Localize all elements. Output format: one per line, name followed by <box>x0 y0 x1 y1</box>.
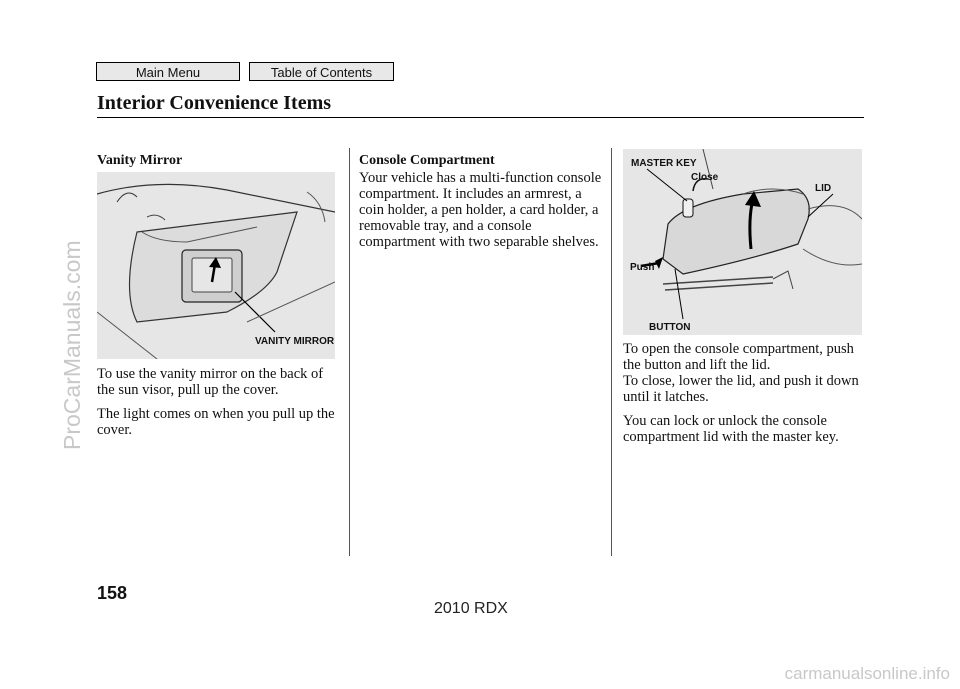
console-intro <box>359 170 603 258</box>
vanity-mirror-illustration <box>97 172 335 359</box>
master-key-label: MASTER KEY <box>631 158 697 169</box>
page-title: Interior Convenience Items <box>97 92 332 114</box>
console-heading: Console Compartment <box>359 153 495 168</box>
console-para-2: To close, lower the lid, and push it down until it latches. <box>623 373 859 405</box>
push-label: Push <box>630 262 655 273</box>
console-intro-para: Your vehicle has a multi-function console compartment. It includes an armrest, a coin holder, a pen holder, a card holder, a removable tray, and a console compartment with two separable shelves. <box>359 170 602 250</box>
model-name: 2010 RDX <box>434 600 508 617</box>
vanity-para-2: The light comes on when you pull up the cover. <box>97 406 335 438</box>
vanity-mirror-text <box>97 366 341 446</box>
close-label: Close <box>691 172 719 183</box>
console-illustration <box>623 149 862 335</box>
vanity-mirror-label: VANITY MIRROR <box>255 336 335 347</box>
column-divider-left <box>349 148 350 556</box>
column-divider-right <box>611 148 612 556</box>
vanity-mirror-figure <box>97 172 335 359</box>
vanity-para-1: To use the vanity mirror on the back of the sun visor, pull up the cover. <box>97 366 324 398</box>
title-divider <box>97 117 864 118</box>
table-of-contents-button[interactable]: Table of Contents <box>249 62 394 81</box>
button-label: BUTTON <box>649 322 691 333</box>
bottom-watermark: carmanualsonline.info <box>784 664 950 683</box>
console-para-1: To open the console compartment, push the button and lift the lid. <box>623 341 854 373</box>
console-para-3: You can lock or unlock the console compartment lid with the master key. <box>623 413 839 445</box>
console-text <box>623 341 863 453</box>
lid-label: LID <box>815 183 832 194</box>
main-menu-button[interactable]: Main Menu <box>96 62 240 81</box>
page-number: 158 <box>97 583 128 603</box>
side-watermark-text: ProCarManuals.com <box>59 240 85 450</box>
console-figure <box>623 149 862 335</box>
vanity-mirror-heading: Vanity Mirror <box>97 153 183 168</box>
